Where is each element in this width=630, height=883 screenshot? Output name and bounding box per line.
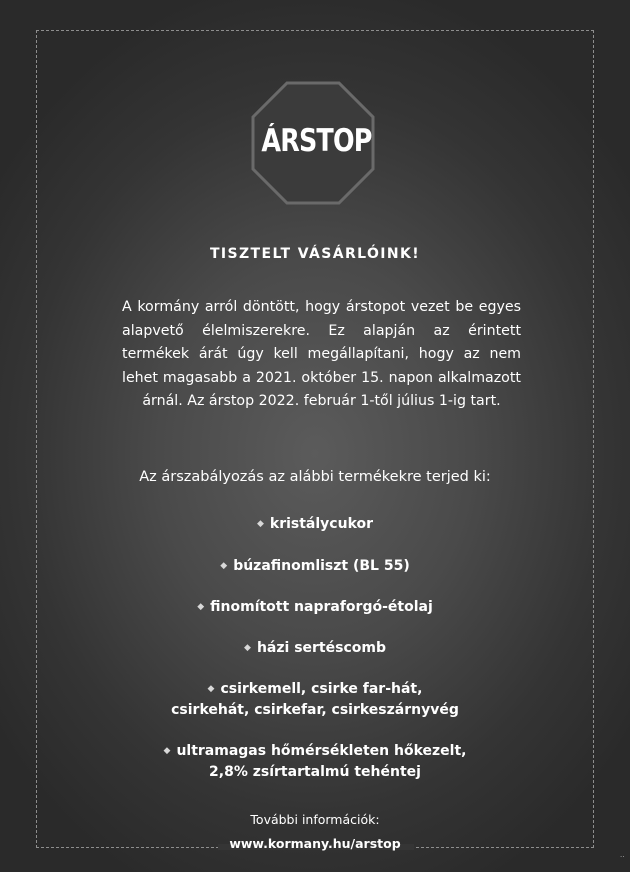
diamond-bullet-icon: ◆ (163, 746, 171, 756)
diamond-bullet-icon: ◆ (220, 561, 228, 571)
product-item (0, 638, 630, 659)
intro-paragraph (122, 296, 521, 414)
product-name-line: ultramagas hőmérsékleten hőkezelt, (176, 743, 467, 759)
product-item (0, 514, 630, 535)
intro-line: napon alkalmazott árnál. Az árstop 2022. február (142, 369, 521, 410)
product-name-line: 2,8% zsírtartalmú tehéntej (209, 764, 421, 780)
product-name-line: csirkehát, csirkefar, csirkeszárnyvég (171, 702, 459, 718)
product-item (0, 741, 630, 783)
diamond-bullet-icon: ◆ (256, 519, 264, 529)
headline: TISZTELT VÁSÁRLÓINK! (209, 246, 421, 262)
diamond-bullet-icon: ◆ (244, 643, 251, 653)
intro-line: érintett termékek árát úgy kell megállapítani, (122, 322, 522, 363)
more-info-label: További információk: (250, 812, 380, 827)
product-item (0, 679, 630, 721)
website-link[interactable]: www.kormany.hu/arstop (229, 836, 401, 851)
logo-text: ÁRSTOP (261, 123, 372, 159)
product-name: házi sertéscomb (256, 640, 386, 656)
intro-line: A kormány arról döntött, hogy árstopot vezet (122, 299, 450, 315)
arstop-logo (250, 80, 376, 206)
corner-mark: .. (620, 851, 625, 859)
product-name-line: csirkemell, csirke far-hát, (220, 681, 423, 697)
intro-line: be egyes alapvető élelmiszerekre. Ez alapján az (122, 299, 521, 339)
product-name: finomított napraforgó-étolaj (210, 599, 433, 615)
intro-line: hogy az nem lehet magasabb a 2021. október 15. (122, 346, 522, 386)
diamond-bullet-icon: ◆ (197, 602, 205, 612)
product-name: kristálycukor (269, 516, 374, 532)
product-list-intro: Az árszabályozás az alábbi termékekre terjed ki: (139, 469, 491, 485)
product-name: búzafinomliszt (BL 55) (233, 558, 410, 574)
intro-line: 1-től július 1-ig tart. (360, 393, 501, 410)
diamond-bullet-icon: ◆ (207, 684, 215, 694)
product-item (0, 597, 630, 618)
product-item (0, 556, 630, 577)
